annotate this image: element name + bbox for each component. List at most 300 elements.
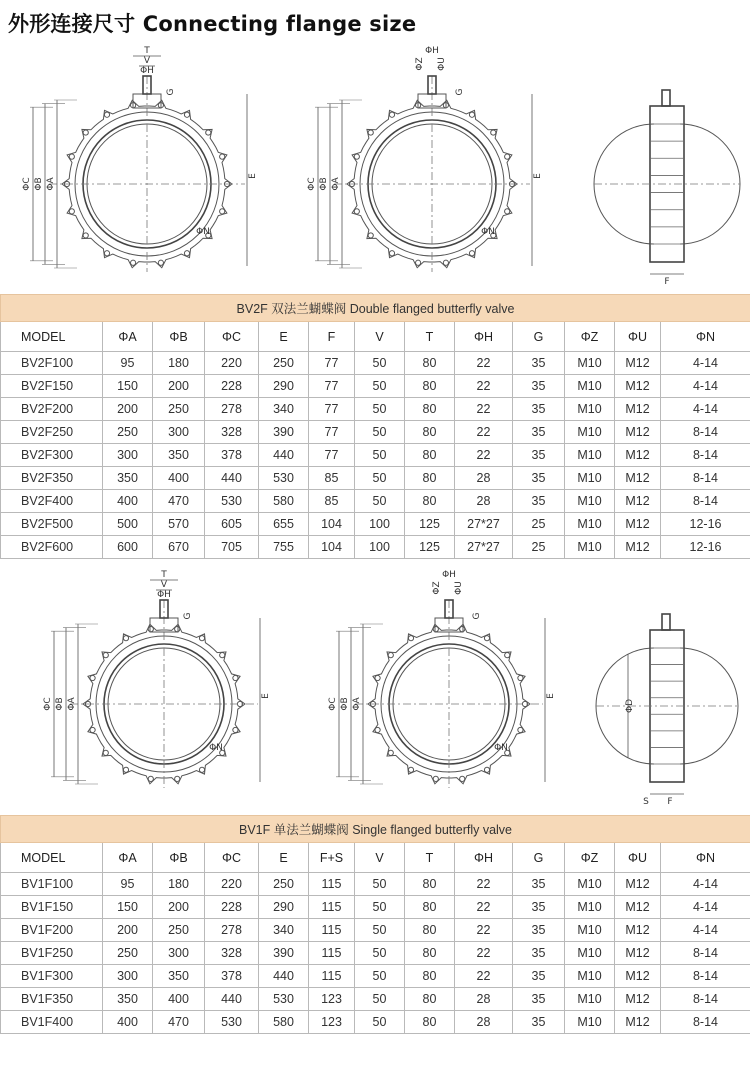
- dimension-label: ΦH: [140, 66, 154, 76]
- table-cell: 80: [405, 873, 455, 896]
- table-cell: M10: [565, 536, 615, 559]
- table-cell: 28: [455, 988, 513, 1011]
- dimension-label: G: [455, 88, 465, 96]
- column-header: F+S: [309, 843, 355, 873]
- table-row: [1, 375, 750, 398]
- table-cell: 85: [309, 490, 355, 513]
- table-cell: 8-14: [661, 421, 750, 444]
- table-cell: 35: [513, 467, 565, 490]
- table-cell: M12: [615, 375, 661, 398]
- bolt-hole: [484, 767, 489, 772]
- dimension-label: ΦC: [43, 697, 53, 711]
- table-cell: M12: [615, 421, 661, 444]
- table-cell: 300: [103, 444, 153, 467]
- bolt-hole: [460, 627, 465, 632]
- table-cell: 228: [205, 375, 259, 398]
- table-cell: M12: [615, 965, 661, 988]
- bolt-hole: [148, 627, 153, 632]
- table-cell: 80: [405, 375, 455, 398]
- column-header: MODEL: [1, 843, 103, 873]
- table-cell: 390: [259, 421, 309, 444]
- table-cell: 95: [103, 352, 153, 375]
- table-cell: 28: [455, 490, 513, 513]
- table-cell: 12-16: [661, 513, 750, 536]
- table-cell: 22: [455, 398, 513, 421]
- table-row: [1, 513, 750, 536]
- table-cell: 50: [355, 444, 405, 467]
- dimension-label: G: [166, 88, 176, 96]
- table-cell: M12: [615, 467, 661, 490]
- column-header: ΦH: [455, 322, 513, 352]
- table-cell: 200: [103, 919, 153, 942]
- column-header: ΦB: [153, 843, 205, 873]
- table-cell: 300: [103, 965, 153, 988]
- table-cell: 35: [513, 919, 565, 942]
- table-cell: 80: [405, 444, 455, 467]
- table-cell: 25: [513, 536, 565, 559]
- table-cell: 530: [259, 467, 309, 490]
- table-cell: 605: [205, 513, 259, 536]
- table-cell: M10: [565, 942, 615, 965]
- table-cell: 755: [259, 536, 309, 559]
- column-header: V: [355, 322, 405, 352]
- bolt-hole: [388, 750, 393, 755]
- table-cell: 670: [153, 536, 205, 559]
- table-cell: BV1F300: [1, 965, 103, 988]
- bolt-hole: [206, 130, 211, 135]
- bolt-hole: [184, 112, 189, 117]
- dimension-label: ΦN: [196, 227, 210, 237]
- table-cell: 705: [205, 536, 259, 559]
- table-cell: 80: [405, 965, 455, 988]
- table-cell: M10: [565, 988, 615, 1011]
- bolt-hole: [354, 154, 359, 159]
- table-cell: M10: [565, 444, 615, 467]
- table-cell: 328: [205, 942, 259, 965]
- table-cell: 400: [103, 490, 153, 513]
- table-cell: 50: [355, 398, 405, 421]
- table-cell: BV2F300: [1, 444, 103, 467]
- table-cell: 378: [205, 965, 259, 988]
- table-cell: 115: [309, 919, 355, 942]
- table-cell: 290: [259, 896, 309, 919]
- table-cell: M10: [565, 896, 615, 919]
- table-cell: 4-14: [661, 873, 750, 896]
- table-cell: 220: [205, 873, 259, 896]
- table-cell: 22: [455, 444, 513, 467]
- table-cell: 35: [513, 988, 565, 1011]
- table-cell: 50: [355, 896, 405, 919]
- table-cell: M10: [565, 398, 615, 421]
- table-cell: 80: [405, 467, 455, 490]
- table-cell: M10: [565, 375, 615, 398]
- bolt-hole: [83, 130, 88, 135]
- table-cell: BV2F400: [1, 490, 103, 513]
- column-header: E: [259, 322, 309, 352]
- dimension-label: V: [160, 580, 168, 590]
- bolt-hole: [375, 675, 380, 680]
- dimension-label: ΦU: [437, 57, 447, 71]
- bolt-hole: [433, 627, 438, 632]
- bolt-hole: [433, 776, 438, 781]
- bolt-hole: [416, 260, 421, 265]
- table-cell: 35: [513, 942, 565, 965]
- table-cell: 50: [355, 375, 405, 398]
- table-cell: 8-14: [661, 467, 750, 490]
- table-cell: BV2F350: [1, 467, 103, 490]
- table-cell: 278: [205, 919, 259, 942]
- table-cell: 50: [355, 490, 405, 513]
- table-cell: M10: [565, 513, 615, 536]
- dimension-label: E: [533, 173, 543, 179]
- table-cell: 77: [309, 375, 355, 398]
- table-row: [1, 490, 750, 513]
- table-row: [1, 536, 750, 559]
- table-cell: 80: [405, 398, 455, 421]
- table-cell: 35: [513, 1011, 565, 1034]
- dimension-label: G: [183, 612, 193, 620]
- bolt-hole: [131, 260, 136, 265]
- table-cell: 80: [405, 896, 455, 919]
- table-cell: 35: [513, 896, 565, 919]
- table-cell: 123: [309, 988, 355, 1011]
- dimension-label: S: [643, 797, 649, 807]
- dimension-label: V: [143, 56, 151, 66]
- shaft: [662, 90, 670, 106]
- table-cell: 27*27: [455, 513, 513, 536]
- bolt-hole: [83, 233, 88, 238]
- dimension-label: ΦA: [46, 177, 56, 191]
- table-cell: 530: [259, 988, 309, 1011]
- table-cell: 35: [513, 444, 565, 467]
- table-cell: 4-14: [661, 375, 750, 398]
- column-header: ΦU: [615, 843, 661, 873]
- bolt-hole: [368, 130, 373, 135]
- table-cell: 378: [205, 444, 259, 467]
- table-cell: BV2F200: [1, 398, 103, 421]
- table-cell: 8-14: [661, 490, 750, 513]
- table-cell: 400: [103, 1011, 153, 1034]
- table-cell: 80: [405, 919, 455, 942]
- table-cell: M12: [615, 536, 661, 559]
- table-cell: 95: [103, 873, 153, 896]
- table-cell: 115: [309, 942, 355, 965]
- bolt-hole: [158, 260, 163, 265]
- column-header: ΦZ: [565, 843, 615, 873]
- table-cell: 35: [513, 873, 565, 896]
- table-cell: BV1F200: [1, 919, 103, 942]
- dimension-label: ΦC: [328, 697, 338, 711]
- dimension-label: G: [472, 612, 482, 620]
- table-cell: 250: [103, 942, 153, 965]
- table-row: [1, 352, 750, 375]
- table-cell: 50: [355, 1011, 405, 1034]
- table-cell: M12: [615, 988, 661, 1011]
- table-cell: 50: [355, 942, 405, 965]
- table-cell: 530: [205, 1011, 259, 1034]
- table-cell: M10: [565, 467, 615, 490]
- column-header: F: [309, 322, 355, 352]
- table-cell: 400: [153, 988, 205, 1011]
- table-cell: 340: [259, 919, 309, 942]
- column-header: ΦC: [205, 322, 259, 352]
- table-cell: M10: [565, 919, 615, 942]
- table-cell: 8-14: [661, 942, 750, 965]
- table-cell: 35: [513, 965, 565, 988]
- table-cell: 470: [153, 490, 205, 513]
- page-title: 外形连接尺寸 Connecting flange size: [8, 12, 417, 36]
- table-cell: 22: [455, 896, 513, 919]
- column-header: T: [405, 322, 455, 352]
- dimension-label: ΦA: [352, 697, 362, 711]
- bolt-hole: [354, 209, 359, 214]
- table2-caption: BV1F 单法兰蝴蝶阀 Single flanged butterfly valve: [1, 816, 750, 843]
- table-cell: 12-16: [661, 536, 750, 559]
- table-row: [1, 942, 750, 965]
- table-cell: 8-14: [661, 444, 750, 467]
- table-cell: 580: [259, 490, 309, 513]
- bolt-hole: [408, 767, 413, 772]
- column-header: ΦA: [103, 843, 153, 873]
- dimension-label: E: [546, 693, 556, 699]
- column-header: ΦA: [103, 322, 153, 352]
- column-header: V: [355, 843, 405, 873]
- table-cell: M12: [615, 444, 661, 467]
- bolt-hole: [175, 776, 180, 781]
- table-cell: 350: [153, 965, 205, 988]
- column-header: ΦH: [455, 843, 513, 873]
- bolt-hole: [505, 154, 510, 159]
- bolt-hole: [368, 233, 373, 238]
- dimension-label: ΦH: [425, 46, 439, 56]
- table-cell: 35: [513, 421, 565, 444]
- table-cell: 80: [405, 490, 455, 513]
- dimension-label: E: [261, 693, 271, 699]
- bolt-hole: [104, 112, 109, 117]
- table-row: [1, 919, 750, 942]
- table-cell: 80: [405, 988, 455, 1011]
- bolt-hole: [389, 251, 394, 256]
- table-cell: 328: [205, 421, 259, 444]
- table-cell: 100: [355, 513, 405, 536]
- column-header: G: [513, 322, 565, 352]
- double-flange-drawings: [0, 36, 750, 292]
- table-cell: 77: [309, 421, 355, 444]
- table-cell: 22: [455, 965, 513, 988]
- table-cell: 470: [153, 1011, 205, 1034]
- table-row: [1, 873, 750, 896]
- table-row: [1, 421, 750, 444]
- single-flange-table: [0, 815, 750, 1034]
- table-cell: 440: [205, 467, 259, 490]
- table-cell: M10: [565, 490, 615, 513]
- table-cell: M10: [565, 421, 615, 444]
- shaft: [662, 614, 670, 630]
- table-cell: BV2F600: [1, 536, 103, 559]
- dimension-label: T: [144, 46, 150, 56]
- double-flange-table: [0, 294, 750, 559]
- table-cell: 4-14: [661, 398, 750, 421]
- table-cell: 228: [205, 896, 259, 919]
- table-cell: 27*27: [455, 536, 513, 559]
- bolt-hole: [199, 636, 204, 641]
- table-cell: 8-14: [661, 1011, 750, 1034]
- table-cell: 77: [309, 398, 355, 421]
- bolt-hole: [199, 767, 204, 772]
- table-cell: BV2F100: [1, 352, 103, 375]
- table-cell: 600: [103, 536, 153, 559]
- table-cell: 125: [405, 536, 455, 559]
- table-cell: 50: [355, 421, 405, 444]
- column-header: ΦN: [661, 322, 750, 352]
- table-cell: 300: [153, 421, 205, 444]
- table-cell: M12: [615, 919, 661, 942]
- column-header: E: [259, 843, 309, 873]
- table-cell: 28: [455, 1011, 513, 1034]
- table-cell: 300: [153, 942, 205, 965]
- table-cell: 104: [309, 513, 355, 536]
- table-cell: 200: [153, 375, 205, 398]
- single-flange-drawings: [0, 566, 750, 810]
- dimension-label: ΦH: [157, 590, 171, 600]
- dimension-label: ΦC: [22, 177, 32, 191]
- table-cell: 50: [355, 919, 405, 942]
- table-cell: 350: [153, 444, 205, 467]
- table-cell: 655: [259, 513, 309, 536]
- bolt-hole: [443, 260, 448, 265]
- table-cell: BV2F500: [1, 513, 103, 536]
- table-cell: 115: [309, 965, 355, 988]
- bolt-hole: [408, 636, 413, 641]
- table-cell: 150: [103, 896, 153, 919]
- table-cell: 250: [103, 421, 153, 444]
- dimension-label: ΦA: [331, 177, 341, 191]
- table-cell: 350: [103, 467, 153, 490]
- table-cell: 35: [513, 490, 565, 513]
- bolt-hole: [375, 727, 380, 732]
- column-header: ΦZ: [565, 322, 615, 352]
- dimension-label: ΦB: [34, 177, 44, 191]
- bolt-hole: [220, 154, 225, 159]
- dimension-label: T: [161, 570, 167, 580]
- table-cell: 440: [205, 988, 259, 1011]
- bolt-hole: [90, 675, 95, 680]
- bolt-hole: [460, 776, 465, 781]
- table-cell: 4-14: [661, 919, 750, 942]
- bolt-hole: [69, 154, 74, 159]
- table-cell: 104: [309, 536, 355, 559]
- table-cell: 50: [355, 988, 405, 1011]
- table-cell: 25: [513, 513, 565, 536]
- bolt-hole: [123, 767, 128, 772]
- table-cell: 35: [513, 352, 565, 375]
- bolt-hole: [103, 653, 108, 658]
- table-cell: 125: [405, 513, 455, 536]
- table-cell: 22: [455, 375, 513, 398]
- table-cell: 22: [455, 421, 513, 444]
- column-header: G: [513, 843, 565, 873]
- table-cell: 22: [455, 919, 513, 942]
- table-cell: 200: [103, 398, 153, 421]
- table-cell: M10: [565, 965, 615, 988]
- table-row: [1, 965, 750, 988]
- dimension-label: ΦC: [307, 177, 317, 191]
- bolt-hole: [233, 727, 238, 732]
- table-cell: BV1F150: [1, 896, 103, 919]
- table-cell: 180: [153, 873, 205, 896]
- table-cell: 100: [355, 536, 405, 559]
- table-cell: M12: [615, 398, 661, 421]
- dimension-label: ΦN: [209, 743, 223, 753]
- dimension-label: ΦZ: [432, 581, 442, 595]
- dimension-label: ΦB: [55, 697, 65, 711]
- table-cell: 22: [455, 352, 513, 375]
- table-cell: 290: [259, 375, 309, 398]
- bolt-hole: [505, 653, 510, 658]
- table-cell: 440: [259, 965, 309, 988]
- table-cell: 580: [259, 1011, 309, 1034]
- dimension-label: ΦB: [319, 177, 329, 191]
- table-cell: 8-14: [661, 965, 750, 988]
- table-row: [1, 988, 750, 1011]
- table-row: [1, 1011, 750, 1034]
- bolt-hole: [90, 727, 95, 732]
- table-cell: 4-14: [661, 896, 750, 919]
- dimension-label: ΦA: [67, 697, 77, 711]
- table-cell: 340: [259, 398, 309, 421]
- table-cell: 180: [153, 352, 205, 375]
- table-cell: BV1F400: [1, 1011, 103, 1034]
- table-row: [1, 896, 750, 919]
- table-cell: 350: [103, 988, 153, 1011]
- bolt-hole: [148, 776, 153, 781]
- table-cell: BV2F150: [1, 375, 103, 398]
- table-cell: 28: [455, 467, 513, 490]
- table-cell: 80: [405, 352, 455, 375]
- table1-caption: BV2F 双法兰蝴蝶阀 Double flanged butterfly valve: [1, 295, 750, 322]
- dimension-label: ΦN: [494, 743, 508, 753]
- column-header: ΦB: [153, 322, 205, 352]
- column-header: ΦN: [661, 843, 750, 873]
- table-cell: 50: [355, 467, 405, 490]
- table-cell: 50: [355, 873, 405, 896]
- bolt-hole: [469, 251, 474, 256]
- table-cell: 530: [205, 490, 259, 513]
- bolt-hole: [220, 209, 225, 214]
- table-cell: 4-14: [661, 352, 750, 375]
- table-cell: M12: [615, 896, 661, 919]
- table-cell: M10: [565, 873, 615, 896]
- table-cell: M12: [615, 1011, 661, 1034]
- table-cell: 250: [153, 398, 205, 421]
- table-cell: 278: [205, 398, 259, 421]
- table-cell: 570: [153, 513, 205, 536]
- dimension-label: F: [667, 797, 673, 807]
- table-cell: 500: [103, 513, 153, 536]
- table-cell: 8-14: [661, 988, 750, 1011]
- bolt-hole: [184, 251, 189, 256]
- table-cell: BV2F250: [1, 421, 103, 444]
- table-cell: 50: [355, 352, 405, 375]
- table-row: [1, 467, 750, 490]
- bolt-hole: [175, 627, 180, 632]
- table-cell: 250: [259, 873, 309, 896]
- bolt-hole: [469, 112, 474, 117]
- table-cell: 400: [153, 467, 205, 490]
- table-cell: 80: [405, 421, 455, 444]
- table-cell: 440: [259, 444, 309, 467]
- column-header: T: [405, 843, 455, 873]
